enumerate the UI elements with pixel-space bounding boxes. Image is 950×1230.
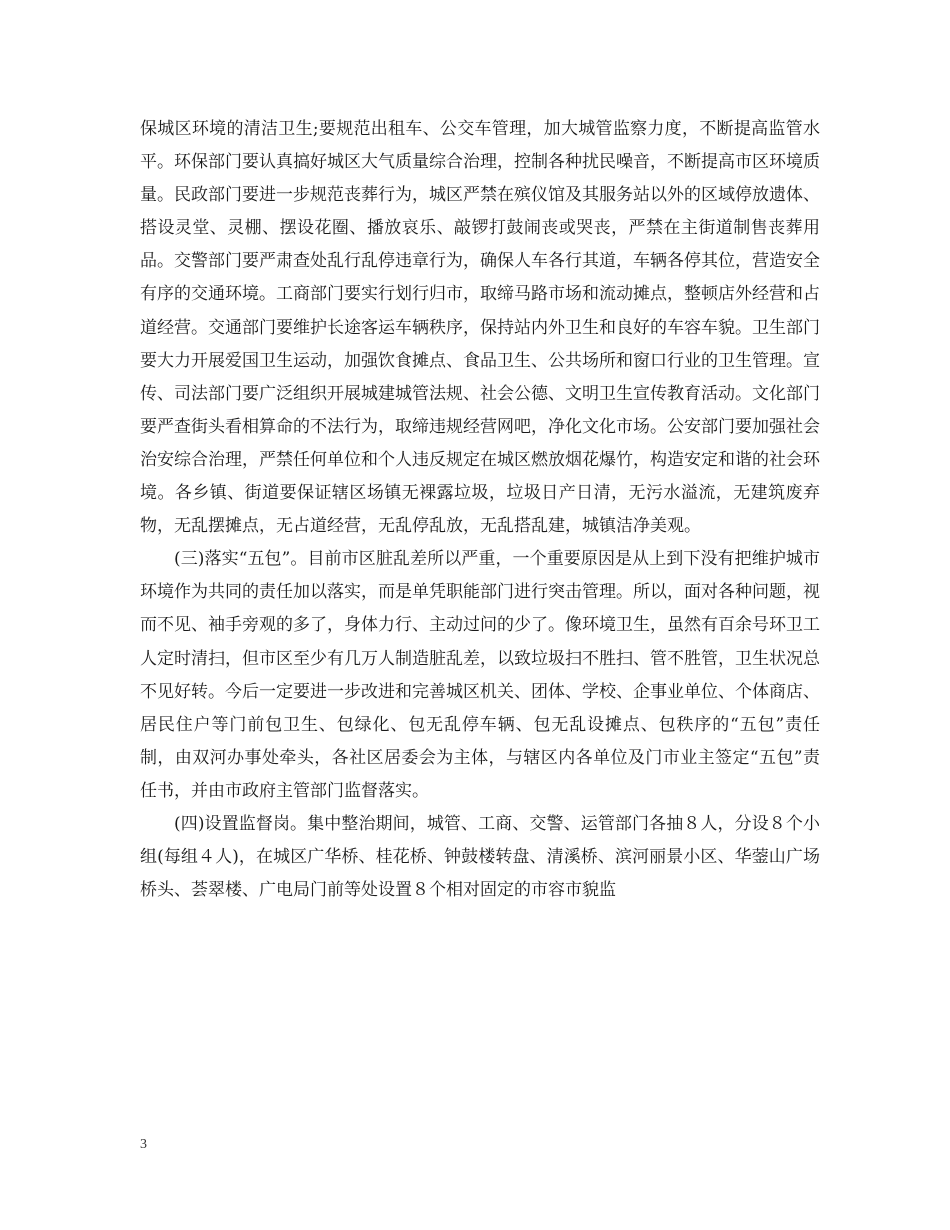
page-number: 3 [140,1137,147,1152]
paragraph-department-duties: 保城区环境的清洁卫生;要规范出租车、公交车管理，加大城管监察力度，不断提高监管水平。环保部门要认真搞好城区大气质量综合治理，控制各种扰民噪音，不断提高市区环境质量。民政部门要进一步规范丧葬行为，城区严禁在殡仪馆及其服务站以外的区域停放遗体、搭设灵堂、灵棚、摆设花圈、播放哀乐、敲锣打鼓闹丧或哭丧，严禁在主街道制售丧葬用品。交警部门要严肃查处乱行乱停违章行为，确保人车各行其道，车辆各停其位，营造安全有序的交通环境。工商部门要实行划行归市，取缔马路市场和流动摊点，整顿店外经营和占道经营。交通部门要维护长途客运车辆秩序，保持站内外卫生和良好的车容车貌。卫生部门要大力开展爱国卫生运动，加强饮食摊点、食品卫生、公共场所和窗口行业的卫生管理。宣传、司法部门要广泛组织开展城建城管法规、社会公德、文明卫生宣传教育活动。文化部门要严查街头看相算命的不法行为，取缔违规经营网吧，净化文化市场。公安部门要加强社会治安综合治理，严禁任何单位和个人违反规定在城区燃放烟花爆竹，构造安定和谐的社会环境。各乡镇、街道要保证辖区场镇无裸露垃圾，垃圾日产日清，无污水溢流，无建筑废弃物，无乱摆摊点，无占道经营，无乱停乱放，无乱搭乱建，城镇洁净美观。 [140,119,820,537]
paragraph-supervision-posts: (四)设置监督岗。集中整治期间，城管、工商、交警、运管部门各抽８人，分设８个小组(每组４人)，在城区广华桥、桂花桥、钟鼓楼转盘、清溪桥、滨河丽景小区、华蓥山广场桥头、荟翠楼、广电局门前等处设置８个相对固定的市容市貌监 [140,813,820,901]
document-body [140,113,820,907]
paragraph-five-responsibilities: (三)落实“五包”。目前市区脏乱差所以严重，一个重要原因是从上到下没有把维护城市环境作为共同的责任加以落实，而是单凭职能部门进行突击管理。所以，面对各种问题，视而不见、袖手旁观的多了，身体力行、主动过问的少了。像环境卫生，虽然有百余号环卫工人定时清扫，但市区至少有几万人制造脏乱差，以致垃圾扫不胜扫、管不胜管，卫生状况总不见好转。今后一定要进一步改进和完善城区机关、团体、学校、企事业单位、个体商店、居民住户等门前包卫生、包绿化、包无乱停车辆、包无乱设摊点、包秩序的“五包”责任制，由双河办事处牵头，各社区居委会为主体，与辖区内各单位及门市业主签定“五包”责任书，并由市政府主管部门监督落实。 [140,549,820,801]
